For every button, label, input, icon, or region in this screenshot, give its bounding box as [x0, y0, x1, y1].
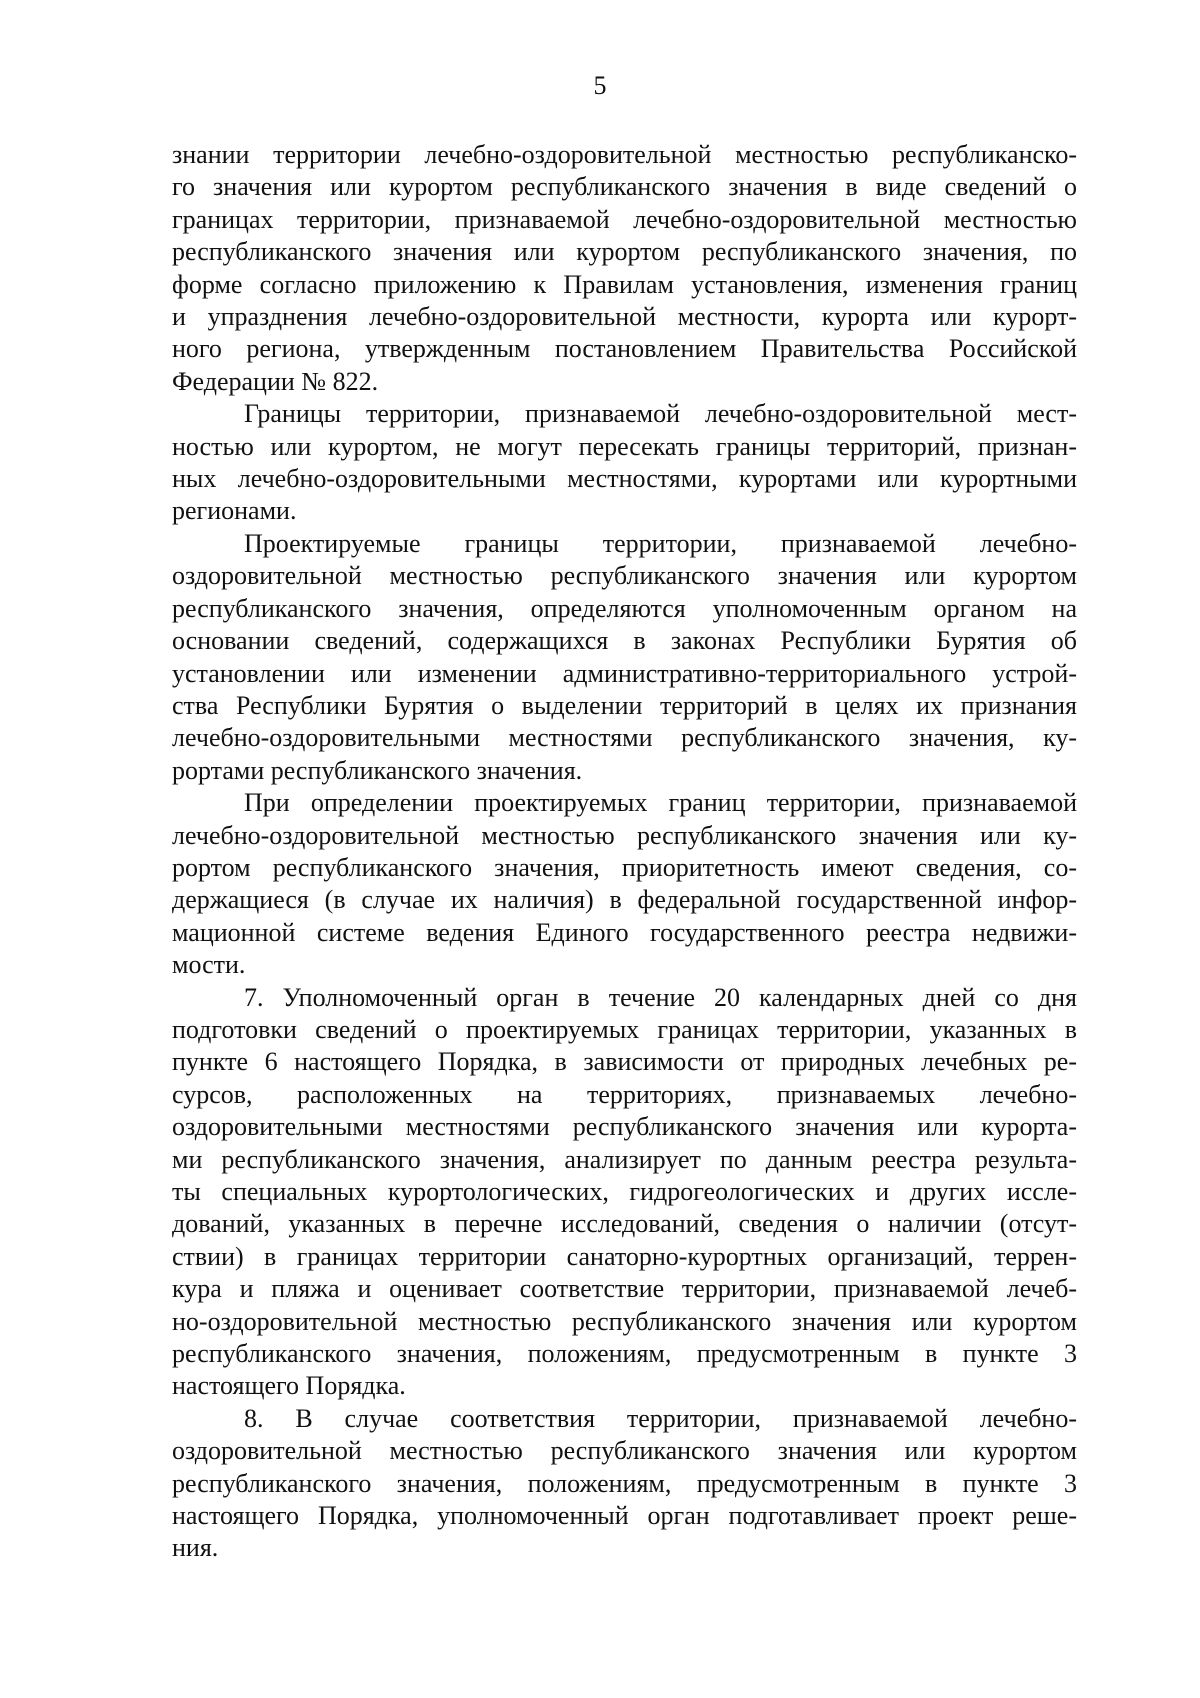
text-line: Федерации № 822.	[172, 366, 379, 396]
text-line: дований, указанных в перечне исследований, сведения о наличии (отсут-	[172, 1209, 1077, 1239]
text-line: республиканского значения, определяются уполномоченным органом на	[172, 593, 1077, 623]
text-line: держащиеся (в случае их наличия) в федеральной государственной инфор-	[172, 885, 1077, 915]
text-line: сурсов, расположенных на территориях, признаваемых лечебно-	[172, 1079, 1077, 1109]
text-line: ми республиканского значения, анализирует по данным реестра результа-	[172, 1144, 1077, 1174]
text-line: форме согласно приложению к Правилам установления, изменения границ	[172, 269, 1077, 299]
text-line: подготовки сведений о проектируемых границах территории, указанных в	[172, 1014, 1077, 1044]
text-line: оздоровительной местностью республиканского значения или курортом	[172, 1436, 1077, 1466]
text-line: республиканского значения, положениям, предусмотренным в пункте 3	[172, 1468, 1077, 1498]
paragraph	[172, 398, 1077, 528]
text-line: ты специальных курортологических, гидрогеологических и других иссле-	[172, 1177, 1077, 1206]
text-line: мости.	[172, 950, 246, 980]
text-line: кура и пляжа и оценивает соответствие территории, признаваемой лечеб-	[172, 1274, 1077, 1304]
text-line: ного региона, утвержденным постановлением Правительства Российской	[172, 334, 1077, 364]
text-line: пункте 6 настоящего Порядка, в зависимости от природных лечебных ре-	[172, 1047, 1077, 1077]
text-line: оздоровительной местностью республиканского значения или курортом	[172, 561, 1077, 591]
text-line: лечебно-оздоровительной местностью республиканского значения или ку-	[172, 820, 1077, 850]
text-line: При определении проектируемых границ территории, признаваемой	[244, 788, 1077, 818]
text-line: настоящего Порядка.	[172, 1371, 406, 1401]
paragraph	[172, 787, 1077, 981]
text-line: но-оздоровительной местностью республиканского значения или курортом	[172, 1306, 1077, 1336]
text-line: лечебно-оздоровительными местностями республиканского значения, ку-	[172, 723, 1077, 753]
page-number: 5	[593, 71, 607, 100]
text-line: ства Республики Бурятия о выделении территорий в целях их признания	[172, 690, 1077, 720]
text-line: знании территории лечебно-оздоровительной местностью республиканско-	[172, 140, 1077, 169]
text-line: рортами республиканского значения.	[172, 755, 583, 785]
text-line: Границы территории, признаваемой лечебно-оздоровительной мест-	[244, 399, 1077, 429]
text-line: оздоровительными местностями республиканского значения или курорта-	[172, 1112, 1077, 1142]
text-line: Проектируемые границы территории, признаваемой лечебно-	[244, 528, 1077, 558]
paragraph	[172, 1403, 1077, 1565]
text-line: 7. Уполномоченный орган в течение 20 календарных дней со дня	[244, 982, 1077, 1012]
text-line: мационной системе ведения Единого государственного реестра недвижи-	[172, 917, 1077, 947]
text-line: ствии) в границах территории санаторно-курортных организаций, террен-	[172, 1241, 1077, 1271]
paragraph	[172, 139, 1077, 398]
text-line: и упразднения лечебно-оздоровительной местности, курорта или курорт-	[172, 302, 1077, 332]
text-line: ния.	[172, 1533, 219, 1563]
text-line: ностью или курортом, не могут пересекать границы территорий, признан-	[172, 431, 1077, 461]
text-line: основании сведений, содержащихся в законах Республики Бурятия об	[172, 626, 1077, 656]
text-line: настоящего Порядка, уполномоченный орган подготавливает проект реше-	[172, 1501, 1077, 1531]
text-line: республиканского значения или курортом республиканского значения, по	[172, 237, 1077, 267]
text-line: ных лечебно-оздоровительными местностями, курортами или курортными	[172, 464, 1077, 494]
text-line: установлении или изменении административно-территориального устрой-	[172, 658, 1077, 688]
text-line: го значения или курортом республиканского значения в виде сведений о	[172, 172, 1077, 202]
text-line: 8. В случае соответствия территории, признаваемой лечебно-	[244, 1403, 1077, 1433]
paragraph	[172, 982, 1077, 1403]
text-line: республиканского значения, положениям, предусмотренным в пункте 3	[172, 1339, 1077, 1369]
text-line: рортом республиканского значения, приоритетность имеют сведения, со-	[172, 852, 1077, 882]
text-line: регионами.	[172, 496, 297, 526]
text-line: границах территории, признаваемой лечебно-оздоровительной местностью	[172, 204, 1077, 234]
document-body	[172, 139, 1077, 1565]
paragraph	[172, 528, 1077, 787]
